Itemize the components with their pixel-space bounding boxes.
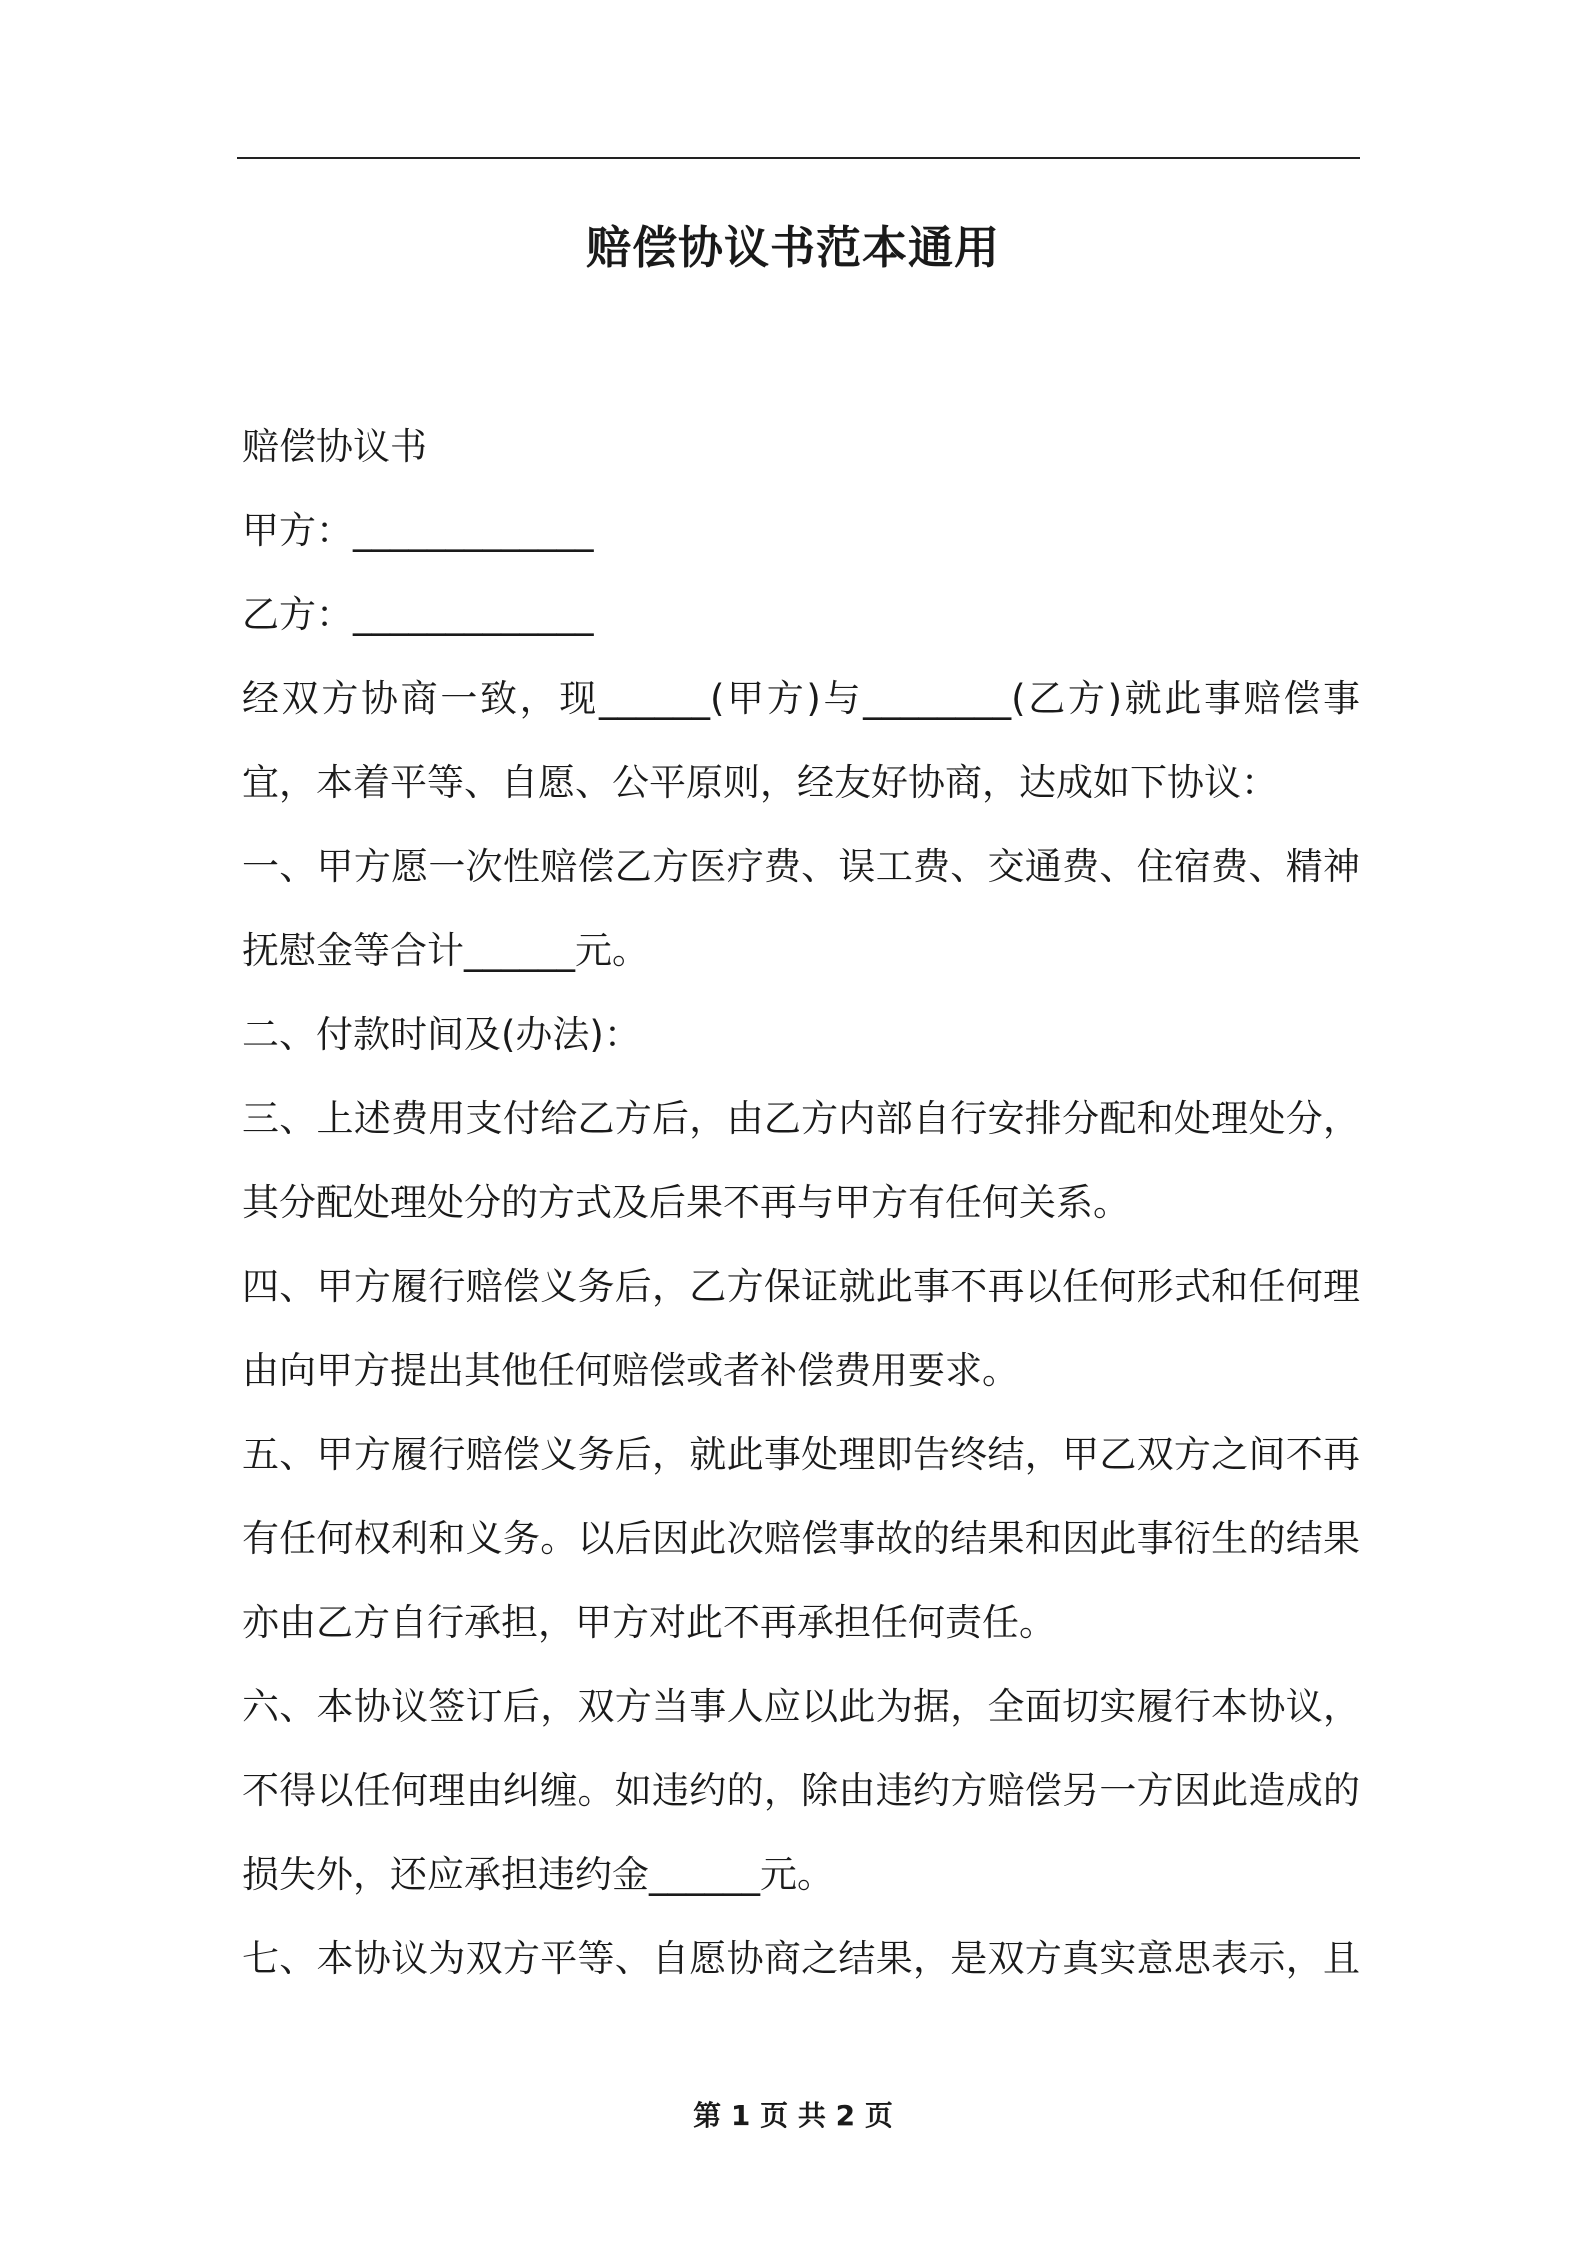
body-line: 赔偿协议书	[242, 425, 427, 468]
body-line: 其分配处理处分的方式及后果不再与甲方有任何关系。	[242, 1181, 1130, 1224]
body-line: 五、甲方履行赔偿义务后，就此事处理即告终结，甲乙双方之间不再	[242, 1433, 1360, 1476]
body-line: 亦由乙方自行承担，甲方对此不再承担任何责任。	[242, 1601, 1056, 1644]
body-line: 抚慰金等合计______元。	[242, 929, 649, 972]
body-line: 七、本协议为双方平等、自愿协商之结果，是双方真实意思表示，且	[242, 1937, 1360, 1980]
document-title: 赔偿协议书范本通用	[585, 221, 1000, 274]
body-line: 二、付款时间及(办法)：	[242, 1013, 641, 1056]
document-body	[242, 405, 1360, 2001]
header-rule	[237, 157, 1360, 159]
body-line: 由向甲方提出其他任何赔偿或者补偿费用要求。	[242, 1349, 1019, 1392]
body-line: 损失外，还应承担违约金______元。	[242, 1853, 834, 1896]
body-line: 四、甲方履行赔偿义务后，乙方保证就此事不再以任何形式和任何理	[242, 1265, 1360, 1308]
body-line: 六、本协议签订后，双方当事人应以此为据，全面切实履行本协议，	[242, 1685, 1360, 1728]
body-line: 有任何权利和义务。以后因此次赔偿事故的结果和因此事衍生的结果	[242, 1517, 1360, 1560]
body-line: 不得以任何理由纠缠。如违约的，除由违约方赔偿另一方因此造成的	[242, 1769, 1360, 1812]
body-line: 甲方：_____________	[242, 509, 594, 552]
body-line: 经双方协商一致，现______(甲方)与________(乙方)就此事赔偿事	[242, 677, 1360, 720]
body-line: 三、上述费用支付给乙方后，由乙方内部自行安排分配和处理处分，	[242, 1097, 1360, 1140]
page-number-footer: 第 1 页 共 2 页	[693, 2099, 893, 2132]
body-line: 一、甲方愿一次性赔偿乙方医疗费、误工费、交通费、住宿费、精神	[242, 845, 1360, 888]
body-line: 宜，本着平等、自愿、公平原则，经友好协商，达成如下协议：	[242, 761, 1278, 804]
body-line: 乙方：_____________	[242, 593, 594, 636]
